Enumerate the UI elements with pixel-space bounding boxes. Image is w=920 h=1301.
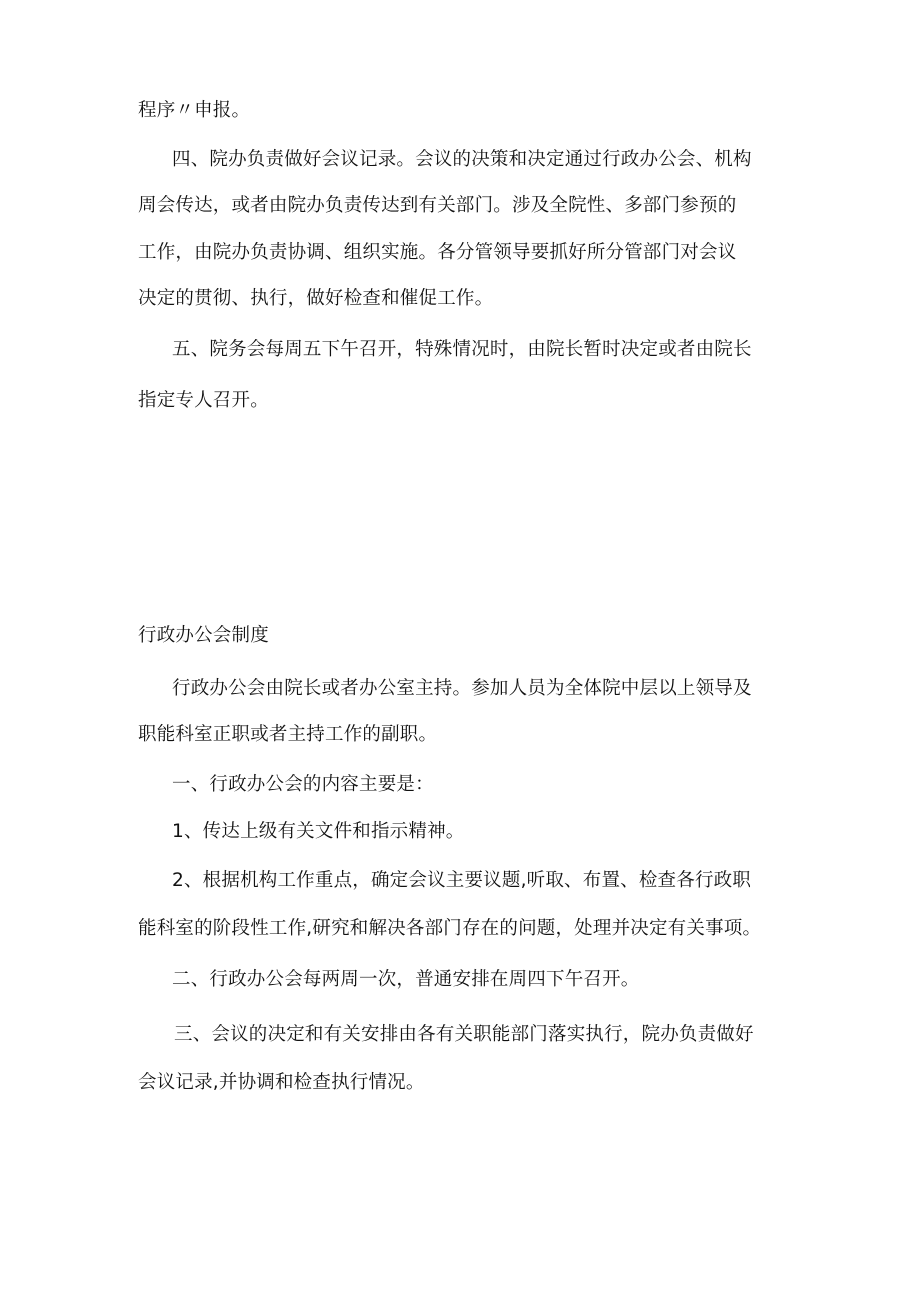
paragraph-line: 工作，由院办负责协调、组织实施。各分管领导要抓好所分管部门对会议 [138, 242, 737, 263]
section-title: 行政办公会制度 [138, 625, 269, 646]
paragraph-line: 会议记录,并协调和检查执行情况。 [138, 1072, 425, 1093]
paragraph-line: 指定专人召开。 [138, 390, 269, 411]
paragraph-line: 决定的贯彻、执行，做好检查和催促工作。 [138, 288, 494, 309]
paragraph-line: 程序〃申报。 [138, 100, 251, 121]
paragraph-line: 2、根据机构工作重点，确定会议主要议题,听取、布置、检查各行政职 [172, 870, 752, 891]
paragraph-line: 周会传达，或者由院办负责传达到有关部门。涉及全院性、多部门参预的 [138, 195, 737, 216]
paragraph-line: 职能科室正职或者主持工作的副职。 [138, 724, 438, 745]
paragraph-line: 一、行政办公会的内容主要是： [172, 774, 434, 795]
paragraph-line: 五、院务会每周五下午召开，特殊情况时，由院长暂时决定或者由院长 [172, 339, 752, 360]
paragraph-line: 行政办公会由院长或者办公室主持。参加人员为全体院中层以上领导及 [172, 678, 752, 699]
paragraph-line: 1、传达上级有关文件和指示精神。 [172, 821, 465, 842]
paragraph-line: 三、会议的决定和有关安排由各有关职能部门落实执行，院办负责做好 [174, 1024, 754, 1045]
paragraph-line: 四、院办负责做好会议记录。会议的决策和决定通过行政办公会、机构 [172, 149, 752, 170]
paragraph-line: 能科室的阶段性工作,研究和解决各部门存在的问题，处理并决定有关事项。 [138, 918, 762, 939]
paragraph-line: 二、行政办公会每两周一次，普通安排在周四下午召开。 [172, 969, 640, 990]
